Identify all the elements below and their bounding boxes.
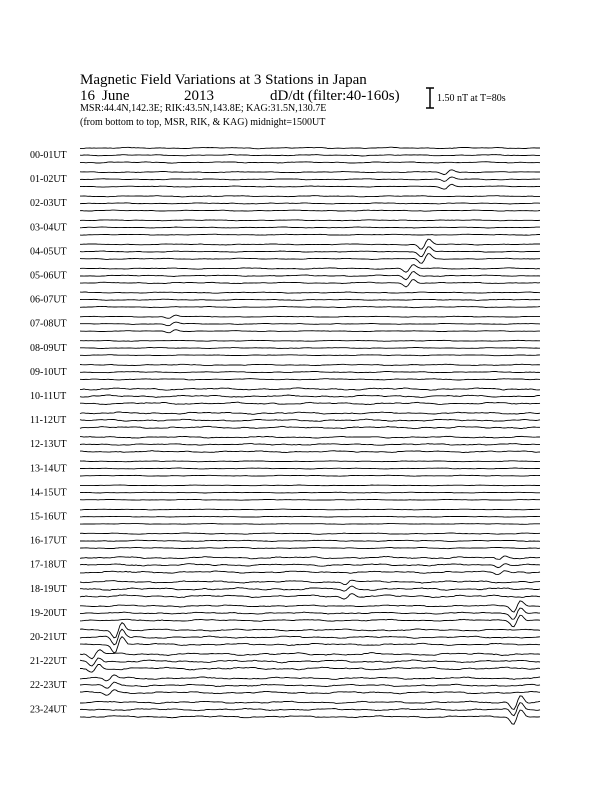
trace-msr-22-23ut <box>80 690 540 696</box>
hour-label: 11-12UT <box>30 415 67 427</box>
trace-rik-07-08ut <box>80 322 540 326</box>
hour-label: 21-22UT <box>30 656 67 668</box>
hour-label: 19-20UT <box>30 607 67 619</box>
hour-label: 09-10UT <box>30 366 67 378</box>
trace-msr-01-02ut <box>80 184 540 189</box>
trace-kag-22-23ut <box>80 675 540 681</box>
trace-msr-17-18ut <box>80 571 540 575</box>
trace-msr-00-01ut <box>80 162 540 164</box>
trace-rik-17-18ut <box>80 564 540 568</box>
trace-kag-20-21ut <box>80 623 540 638</box>
trace-msr-08-09ut <box>80 355 540 356</box>
trace-msr-03-04ut <box>80 234 540 235</box>
trace-kag-00-01ut <box>80 147 540 149</box>
trace-kag-05-06ut <box>80 265 540 273</box>
trace-msr-02-03ut <box>80 210 540 211</box>
trace-rik-01-02ut <box>80 177 540 181</box>
date-day: 16 <box>80 88 95 104</box>
hour-label: 00-01UT <box>30 150 67 161</box>
hour-label: 08-09UT <box>30 342 67 354</box>
station-coordinates: MSR:44.4N,142.3E; RIK:43.5N,143.8E; KAG:31.5N,130.7E <box>80 103 327 114</box>
hour-label: 13-14UT <box>30 463 67 475</box>
trace-msr-20-21ut <box>80 637 540 653</box>
trace-rik-14-15ut <box>80 492 540 493</box>
hour-label: 06-07UT <box>30 294 67 306</box>
trace-msr-12-13ut <box>80 451 540 453</box>
trace-kag-14-15ut <box>80 485 540 486</box>
trace-msr-05-06ut <box>80 280 540 287</box>
trace-msr-10-11ut <box>80 402 540 405</box>
trace-kag-12-13ut <box>80 436 540 438</box>
trace-msr-09-10ut <box>80 379 540 380</box>
trace-order-note: (from bottom to top, MSR, RIK, & KAG) midnight=1500UT <box>80 117 326 128</box>
trace-kag-18-19ut <box>80 580 540 584</box>
hour-label: 16-17UT <box>30 535 67 547</box>
date-year: 2013 <box>184 88 214 104</box>
trace-rik-04-05ut <box>80 247 540 257</box>
trace-rik-08-09ut <box>80 347 540 348</box>
trace-rik-06-07ut <box>80 299 540 300</box>
hour-label: 23-24UT <box>30 704 67 716</box>
trace-rik-20-21ut <box>80 629 540 645</box>
trace-kag-17-18ut <box>80 556 540 559</box>
trace-msr-14-15ut <box>80 499 540 500</box>
trace-msr-07-08ut <box>80 330 540 333</box>
trace-rik-22-23ut <box>80 682 540 688</box>
trace-msr-16-17ut <box>80 547 540 548</box>
trace-rik-02-03ut <box>80 203 540 204</box>
trace-rik-11-12ut <box>80 419 540 421</box>
hour-label: 05-06UT <box>30 270 67 282</box>
chart-title: Magnetic Field Variations at 3 Stations in Japan <box>80 72 367 88</box>
trace-msr-13-14ut <box>80 475 540 476</box>
trace-kag-01-02ut <box>80 170 540 175</box>
hour-label: 02-03UT <box>30 198 67 210</box>
trace-msr-23-24ut <box>80 710 540 724</box>
trace-rik-15-16ut <box>80 516 540 517</box>
hour-label: 10-11UT <box>30 391 67 402</box>
trace-rik-13-14ut <box>80 468 540 469</box>
trace-kag-23-24ut <box>80 696 540 710</box>
trace-rik-12-13ut <box>80 444 540 446</box>
trace-kag-04-05ut <box>80 239 540 249</box>
trace-msr-11-12ut <box>80 426 540 428</box>
trace-kag-13-14ut <box>80 461 540 462</box>
trace-kag-03-04ut <box>80 220 540 221</box>
hour-label: 12-13UT <box>30 439 67 451</box>
hour-label: 03-04UT <box>30 222 67 234</box>
trace-kag-02-03ut <box>80 196 540 197</box>
trace-rik-21-22ut <box>80 658 540 666</box>
trace-kag-10-11ut <box>80 388 540 390</box>
hour-label: 14-15UT <box>30 487 67 499</box>
trace-rik-05-06ut <box>80 272 540 280</box>
hour-label: 18-19UT <box>30 583 67 595</box>
trace-msr-06-07ut <box>80 306 540 307</box>
trace-kag-08-09ut <box>80 340 540 341</box>
hour-label: 01-02UT <box>30 174 67 186</box>
trace-kag-15-16ut <box>80 509 540 510</box>
trace-kag-19-20ut <box>80 601 540 612</box>
hour-label: 20-21UT <box>30 632 67 643</box>
date-month: June <box>102 88 130 104</box>
trace-rik-18-19ut <box>80 586 540 591</box>
hour-label: 22-23UT <box>30 680 67 692</box>
trace-kag-09-10ut <box>80 364 540 365</box>
trace-msr-04-05ut <box>80 254 540 264</box>
trace-msr-19-20ut <box>80 615 540 627</box>
trace-msr-21-22ut <box>80 665 540 673</box>
trace-rik-03-04ut <box>80 227 540 228</box>
trace-msr-18-19ut <box>80 594 540 600</box>
trace-kag-11-12ut <box>80 412 540 414</box>
hour-label: 04-05UT <box>30 246 67 258</box>
trace-rik-23-24ut <box>80 703 540 716</box>
trace-msr-15-16ut <box>80 524 540 525</box>
trace-kag-07-08ut <box>80 315 540 318</box>
hour-label: 17-18UT <box>30 559 67 571</box>
trace-rik-09-10ut <box>80 371 540 372</box>
trace-kag-06-07ut <box>80 292 540 293</box>
trace-rik-16-17ut <box>80 540 540 541</box>
scale-label: 1.50 nT at T=80s <box>437 93 506 104</box>
trace-rik-00-01ut <box>80 155 540 157</box>
trace-kag-21-22ut <box>80 650 540 659</box>
filter-label: dD/dt (filter:40-160s) <box>270 88 400 104</box>
trace-kag-16-17ut <box>80 533 540 534</box>
hour-label: 15-16UT <box>30 511 67 523</box>
hour-label: 07-08UT <box>30 318 67 330</box>
trace-rik-10-11ut <box>80 395 540 398</box>
trace-rik-19-20ut <box>80 608 540 619</box>
